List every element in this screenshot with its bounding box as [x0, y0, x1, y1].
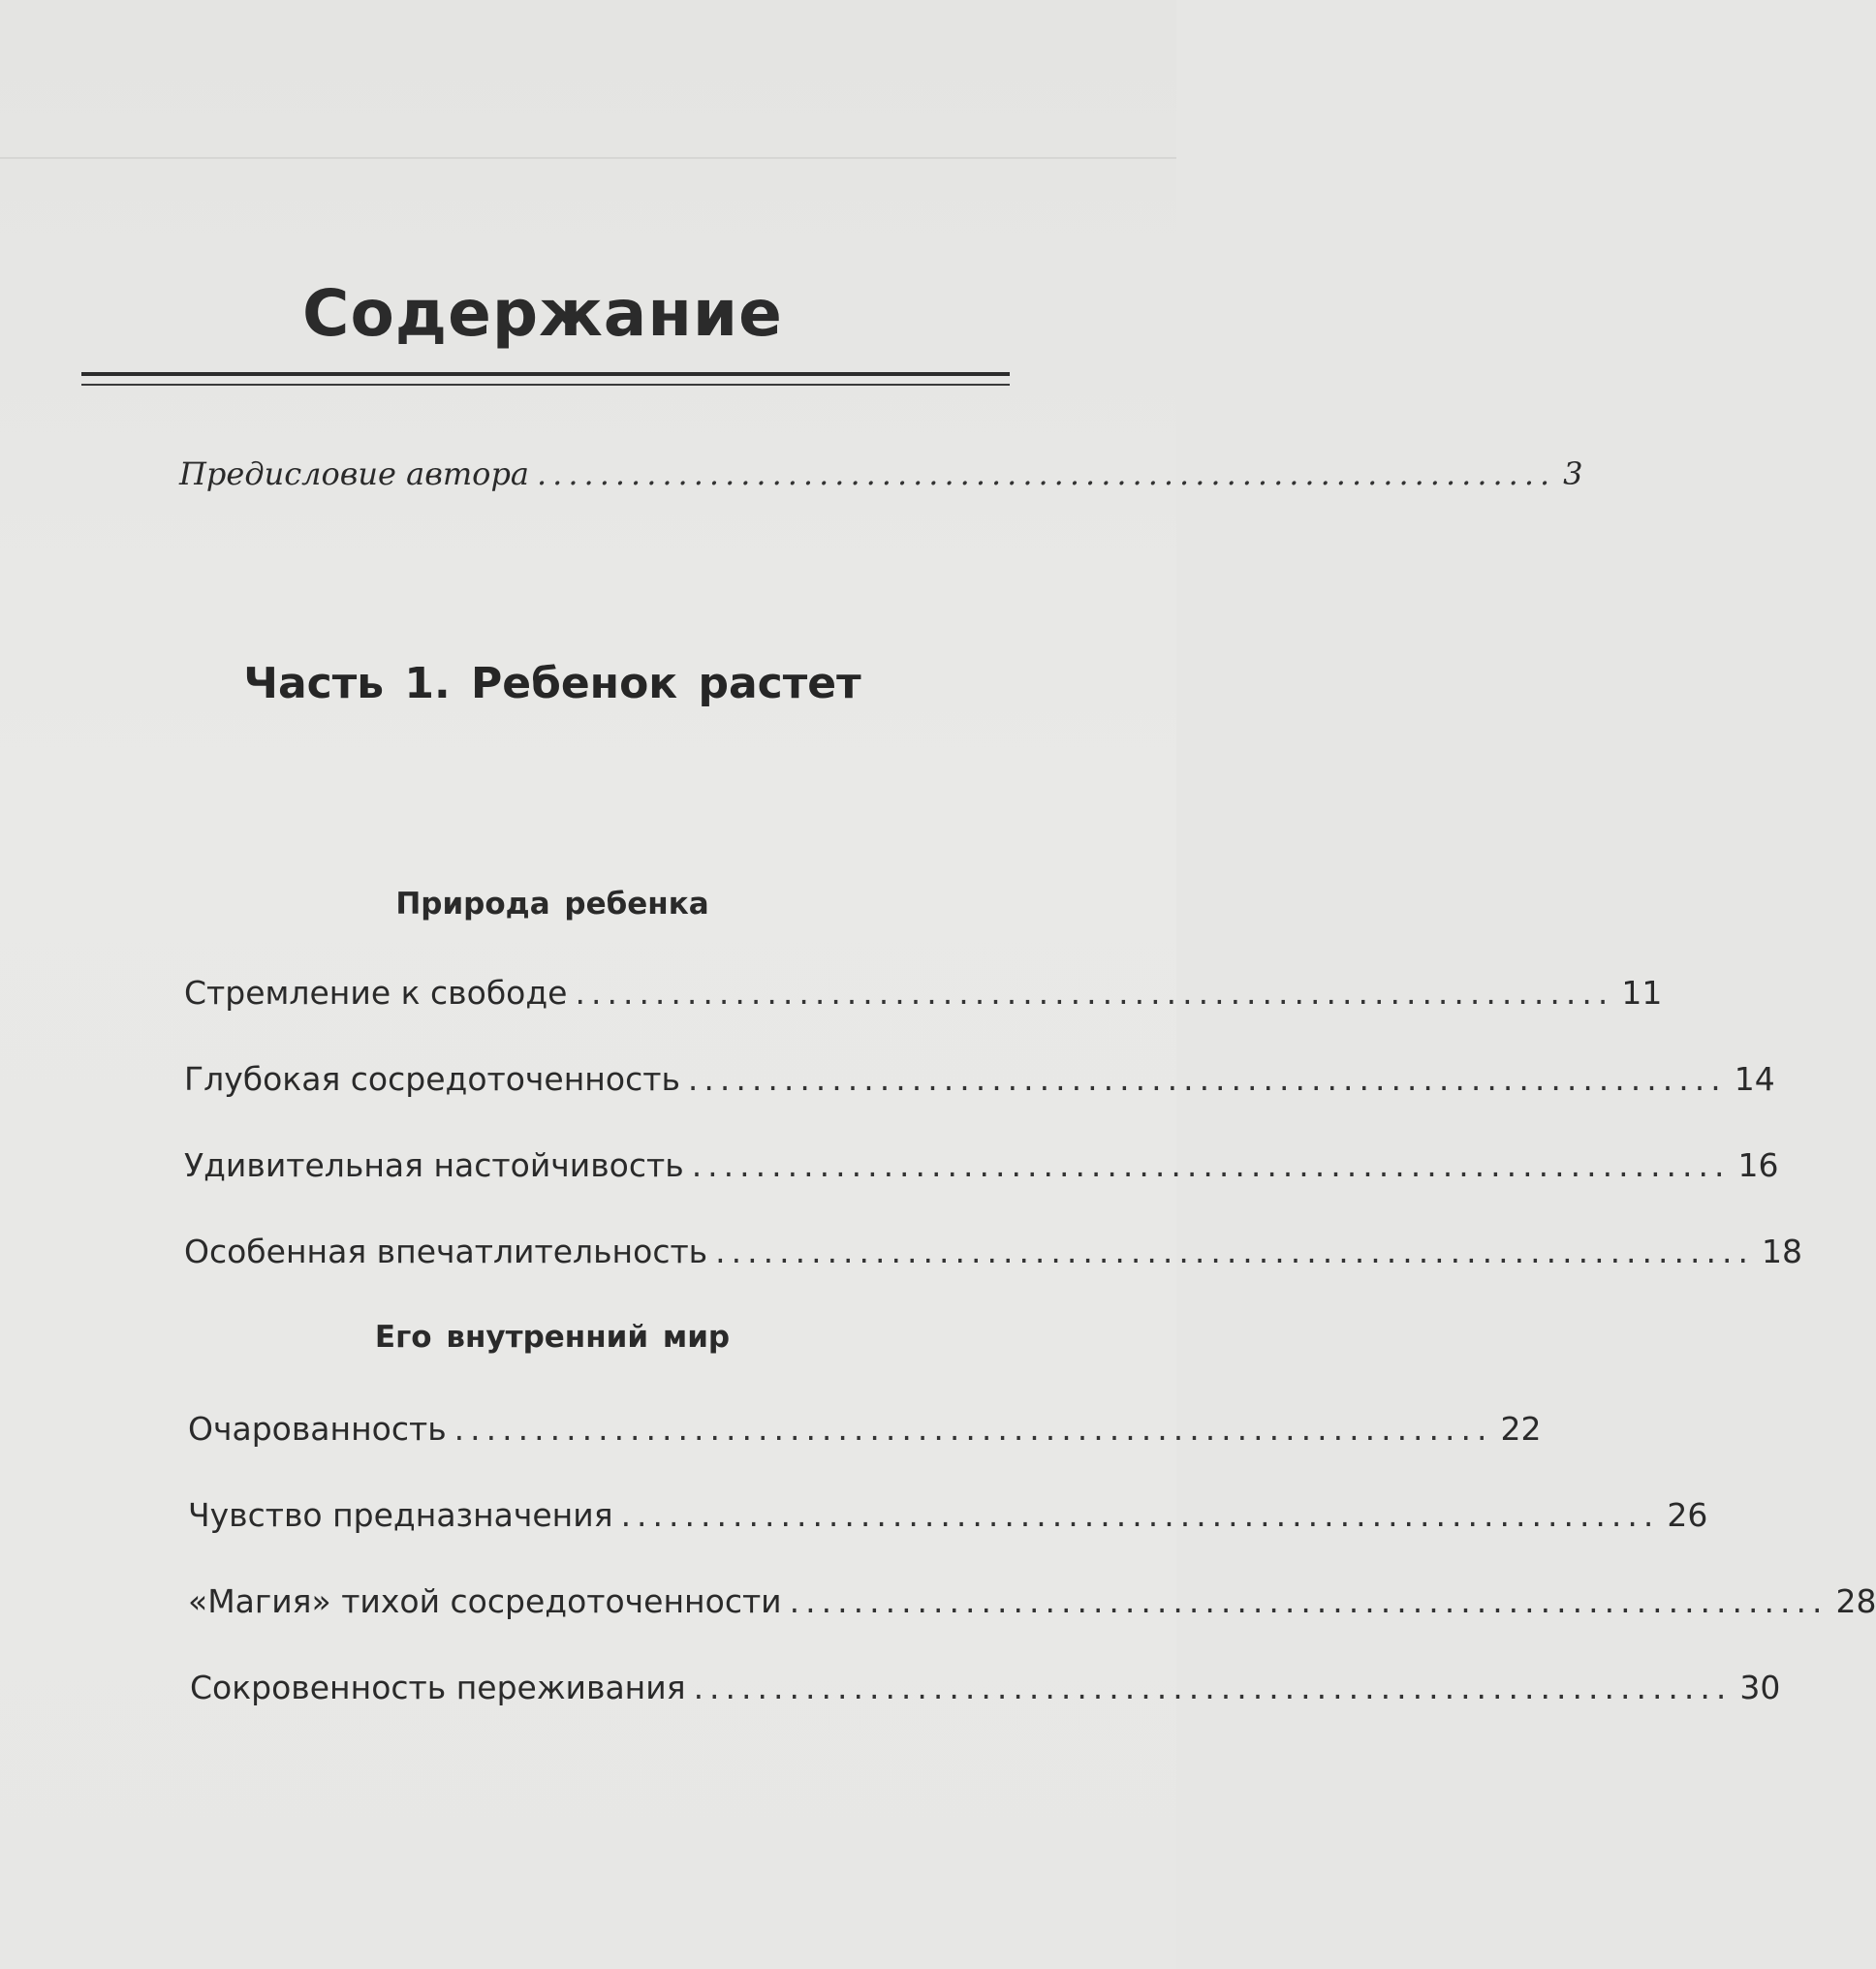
toc-entry [188, 1410, 1542, 1448]
toc-entry-page: 11 [1621, 974, 1663, 1012]
toc-entry-label: Стремление к свободе [184, 974, 568, 1012]
leader-dots: ................................................................. [453, 1410, 1493, 1448]
toc-entry-label: Сокровенность переживания [190, 1669, 686, 1706]
toc-entry [188, 1496, 1708, 1534]
leader-dots: ................................................................. [691, 1146, 1731, 1184]
toc-entry-label: Особенная впечатлительность [184, 1233, 708, 1270]
leader-dots: ................................................................. [715, 1233, 1754, 1270]
toc-entry [190, 1669, 1781, 1706]
toc-entry-page: 16 [1737, 1146, 1779, 1184]
toc-entry-label: Удивительная настойчивость [184, 1146, 684, 1184]
toc-entry [184, 1146, 1779, 1184]
toc-entry-page: 18 [1761, 1233, 1802, 1270]
leader-dots: ................................................................. [537, 455, 1556, 492]
toc-entry-page: 30 [1739, 1669, 1781, 1706]
title-rule-thick [81, 372, 1010, 376]
toc-entry-page: 3 [1563, 455, 1583, 492]
toc-entry-page: 22 [1500, 1410, 1542, 1448]
toc-entry [184, 1060, 1775, 1098]
section-heading: Природа ребенка [395, 887, 709, 922]
toc-entry-preface [179, 455, 1583, 492]
toc-entry [184, 1233, 1802, 1270]
toc-entry-label: Очарованность [188, 1410, 447, 1448]
toc-entry [184, 974, 1663, 1012]
part-heading: Часть 1. Ребенок растет [243, 659, 861, 708]
toc-entry-label: Предисловие автора [179, 455, 529, 492]
leader-dots: ................................................................. [789, 1582, 1829, 1620]
leader-dots: ................................................................. [575, 974, 1614, 1012]
toc-entry-page: 14 [1734, 1060, 1775, 1098]
page-title: Содержание [302, 276, 783, 351]
section-heading: Его внутренний мир [374, 1320, 731, 1355]
toc-entry-page: 26 [1667, 1496, 1708, 1534]
leader-dots: ................................................................. [687, 1060, 1727, 1098]
toc-entry [188, 1582, 1876, 1620]
title-rule-thin [81, 384, 1010, 386]
toc-entry-label: «Магия» тихой сосредоточенности [188, 1582, 782, 1620]
leader-dots: ................................................................. [620, 1496, 1660, 1534]
toc-entry-label: Глубокая сосредоточенность [184, 1060, 680, 1098]
header-rule [0, 157, 1176, 159]
toc-entry-label: Чувство предназначения [188, 1496, 613, 1534]
toc-entry-page: 28 [1835, 1582, 1876, 1620]
leader-dots: ................................................................. [693, 1669, 1733, 1706]
